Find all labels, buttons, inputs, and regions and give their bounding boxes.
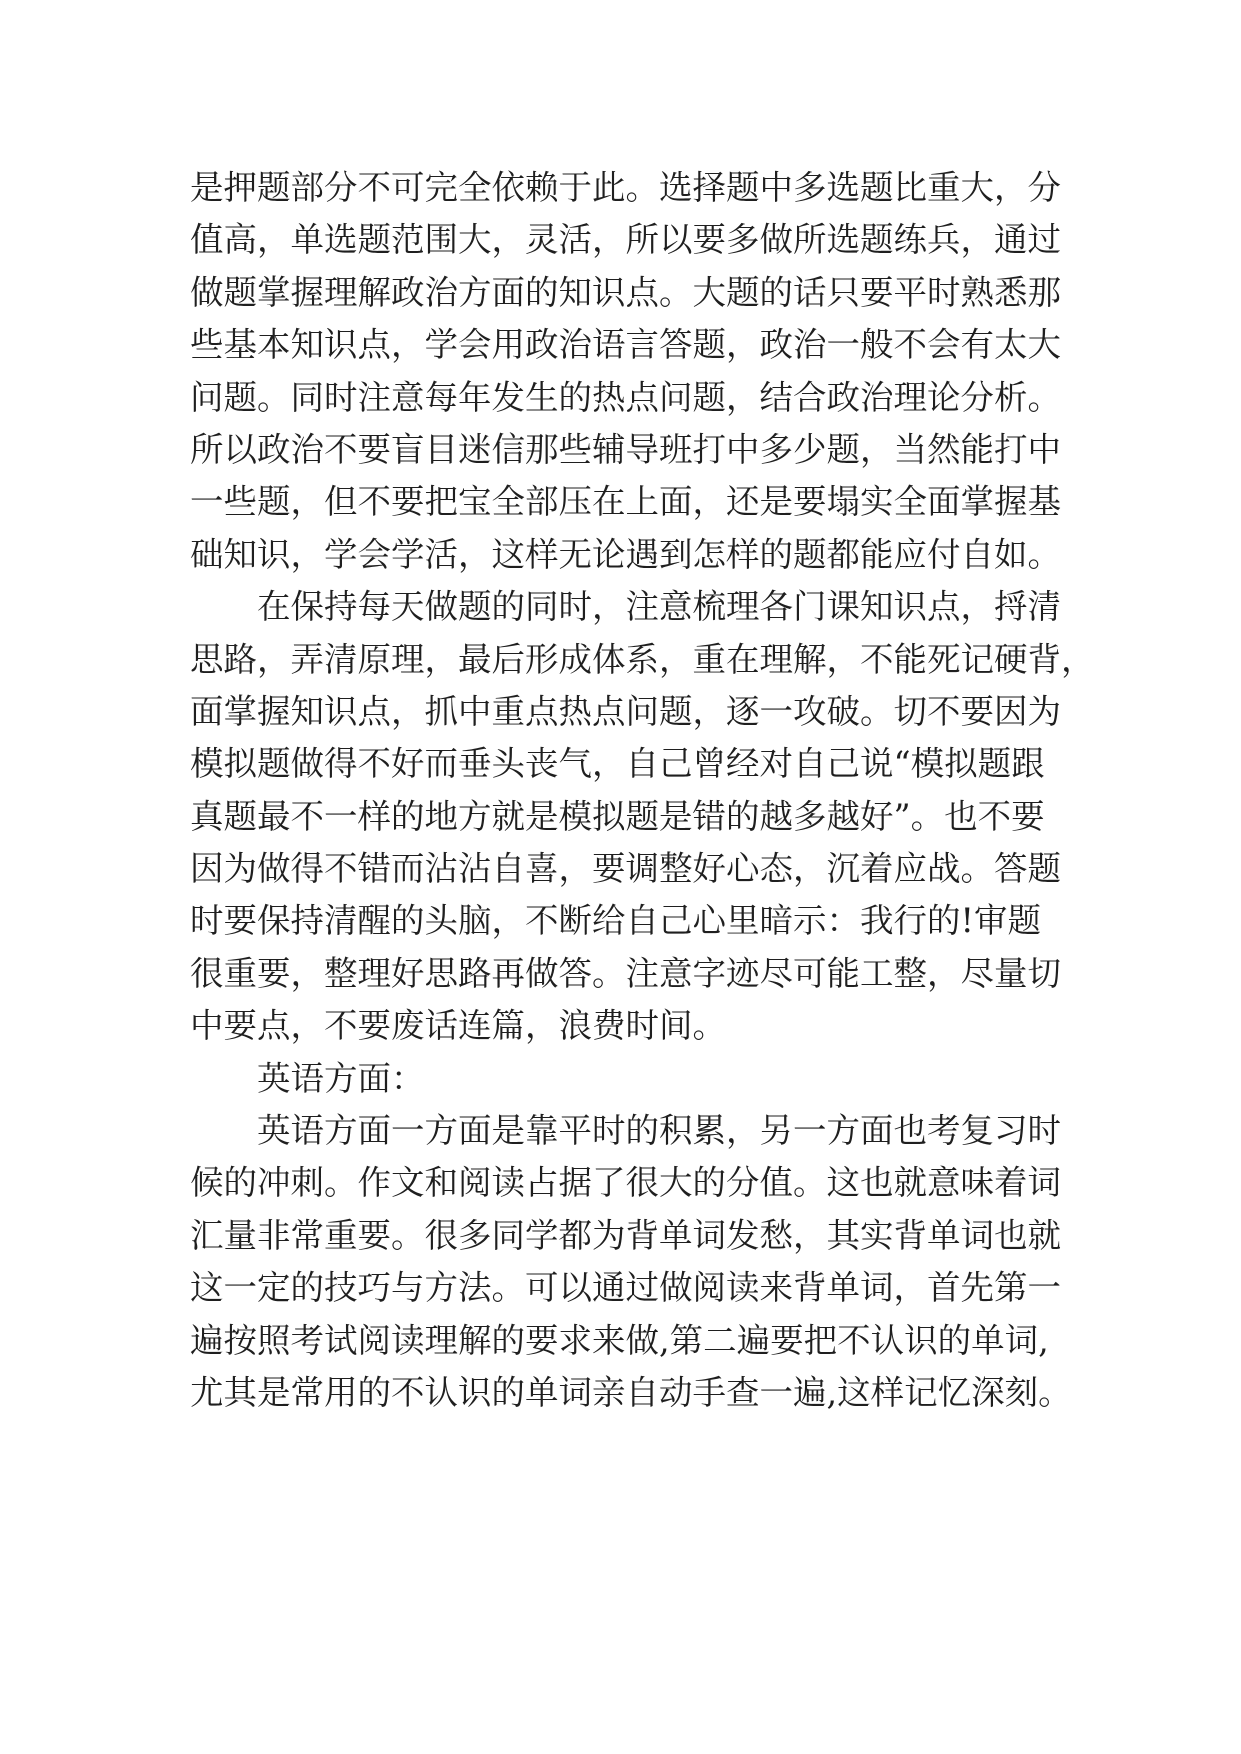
text-line: 做题掌握理解政治方面的知识点。大题的话只要平时熟悉那 — [190, 272, 1061, 312]
text-line: 时要保持清醒的头脑，不断给自己心里暗示：我行的!审题 — [190, 901, 1041, 941]
text-line: 英语方面一方面是靠平时的积累，另一方面也考复习时 — [257, 1111, 1061, 1151]
text-line: 中要点，不要废话连篇，浪费时间。 — [190, 1006, 726, 1046]
text-line: 础知识，学会学活，这样无论遇到怎样的题都能应付自如。 — [190, 534, 1061, 574]
text-line: 候的冲刺。作文和阅读占据了很大的分值。这也就意味着词 — [190, 1163, 1061, 1203]
paragraph-study-method — [190, 581, 1095, 1053]
text-line: 一些题，但不要把宝全部压在上面，还是要塌实全面掌握基 — [190, 482, 1061, 522]
paragraph-english — [190, 1105, 1070, 1419]
text-line: 尤其是常用的不认识的单词亲自动手查一遍,这样记忆深刻。 — [190, 1372, 1072, 1412]
text-line: 面掌握知识点，抓中重点热点问题，逐一攻破。切不要因为 — [190, 691, 1061, 731]
text-line: 所以政治不要盲目迷信那些辅导班打中多少题，当然能打中 — [190, 429, 1061, 469]
text-line: 遍按照考试阅读理解的要求来做,第二遍要把不认识的单词, — [190, 1320, 1049, 1360]
document-body — [190, 162, 1095, 1419]
paragraph-politics-continued — [190, 162, 1070, 581]
text-line: 思路，弄清原理，最后形成体系，重在理解，不能死记硬背， — [190, 639, 1095, 679]
text-line: 很重要，整理好思路再做答。注意字迹尽可能工整，尽量切 — [190, 953, 1061, 993]
section-heading-english — [190, 1053, 1070, 1105]
text-line: 汇量非常重要。很多同学都为背单词发愁，其实背单词也就 — [190, 1215, 1061, 1255]
heading-text: 英语方面： — [257, 1058, 425, 1098]
text-line: 模拟题做得不好而垂头丧气，自己曾经对自己说“模拟题跟 — [190, 744, 1045, 784]
text-line: 问题。同时注意每年发生的热点问题，结合政治理论分析。 — [190, 377, 1061, 417]
text-line: 些基本知识点，学会用政治语言答题，政治一般不会有太大 — [190, 325, 1061, 365]
text-line: 因为做得不错而沾沾自喜，要调整好心态，沉着应战。答题 — [190, 849, 1061, 889]
text-line: 是押题部分不可完全依赖于此。选择题中多选题比重大，分 — [190, 168, 1061, 207]
text-line: 值高，单选题范围大，灵活，所以要多做所选题练兵，通过 — [190, 220, 1061, 260]
text-line: 这一定的技巧与方法。可以通过做阅读来背单词，首先第一 — [190, 1268, 1061, 1308]
text-line: 真题最不一样的地方就是模拟题是错的越多越好”。也不要 — [190, 796, 1045, 836]
text-line: 在保持每天做题的同时，注意梳理各门课知识点，捋清 — [257, 587, 1061, 627]
